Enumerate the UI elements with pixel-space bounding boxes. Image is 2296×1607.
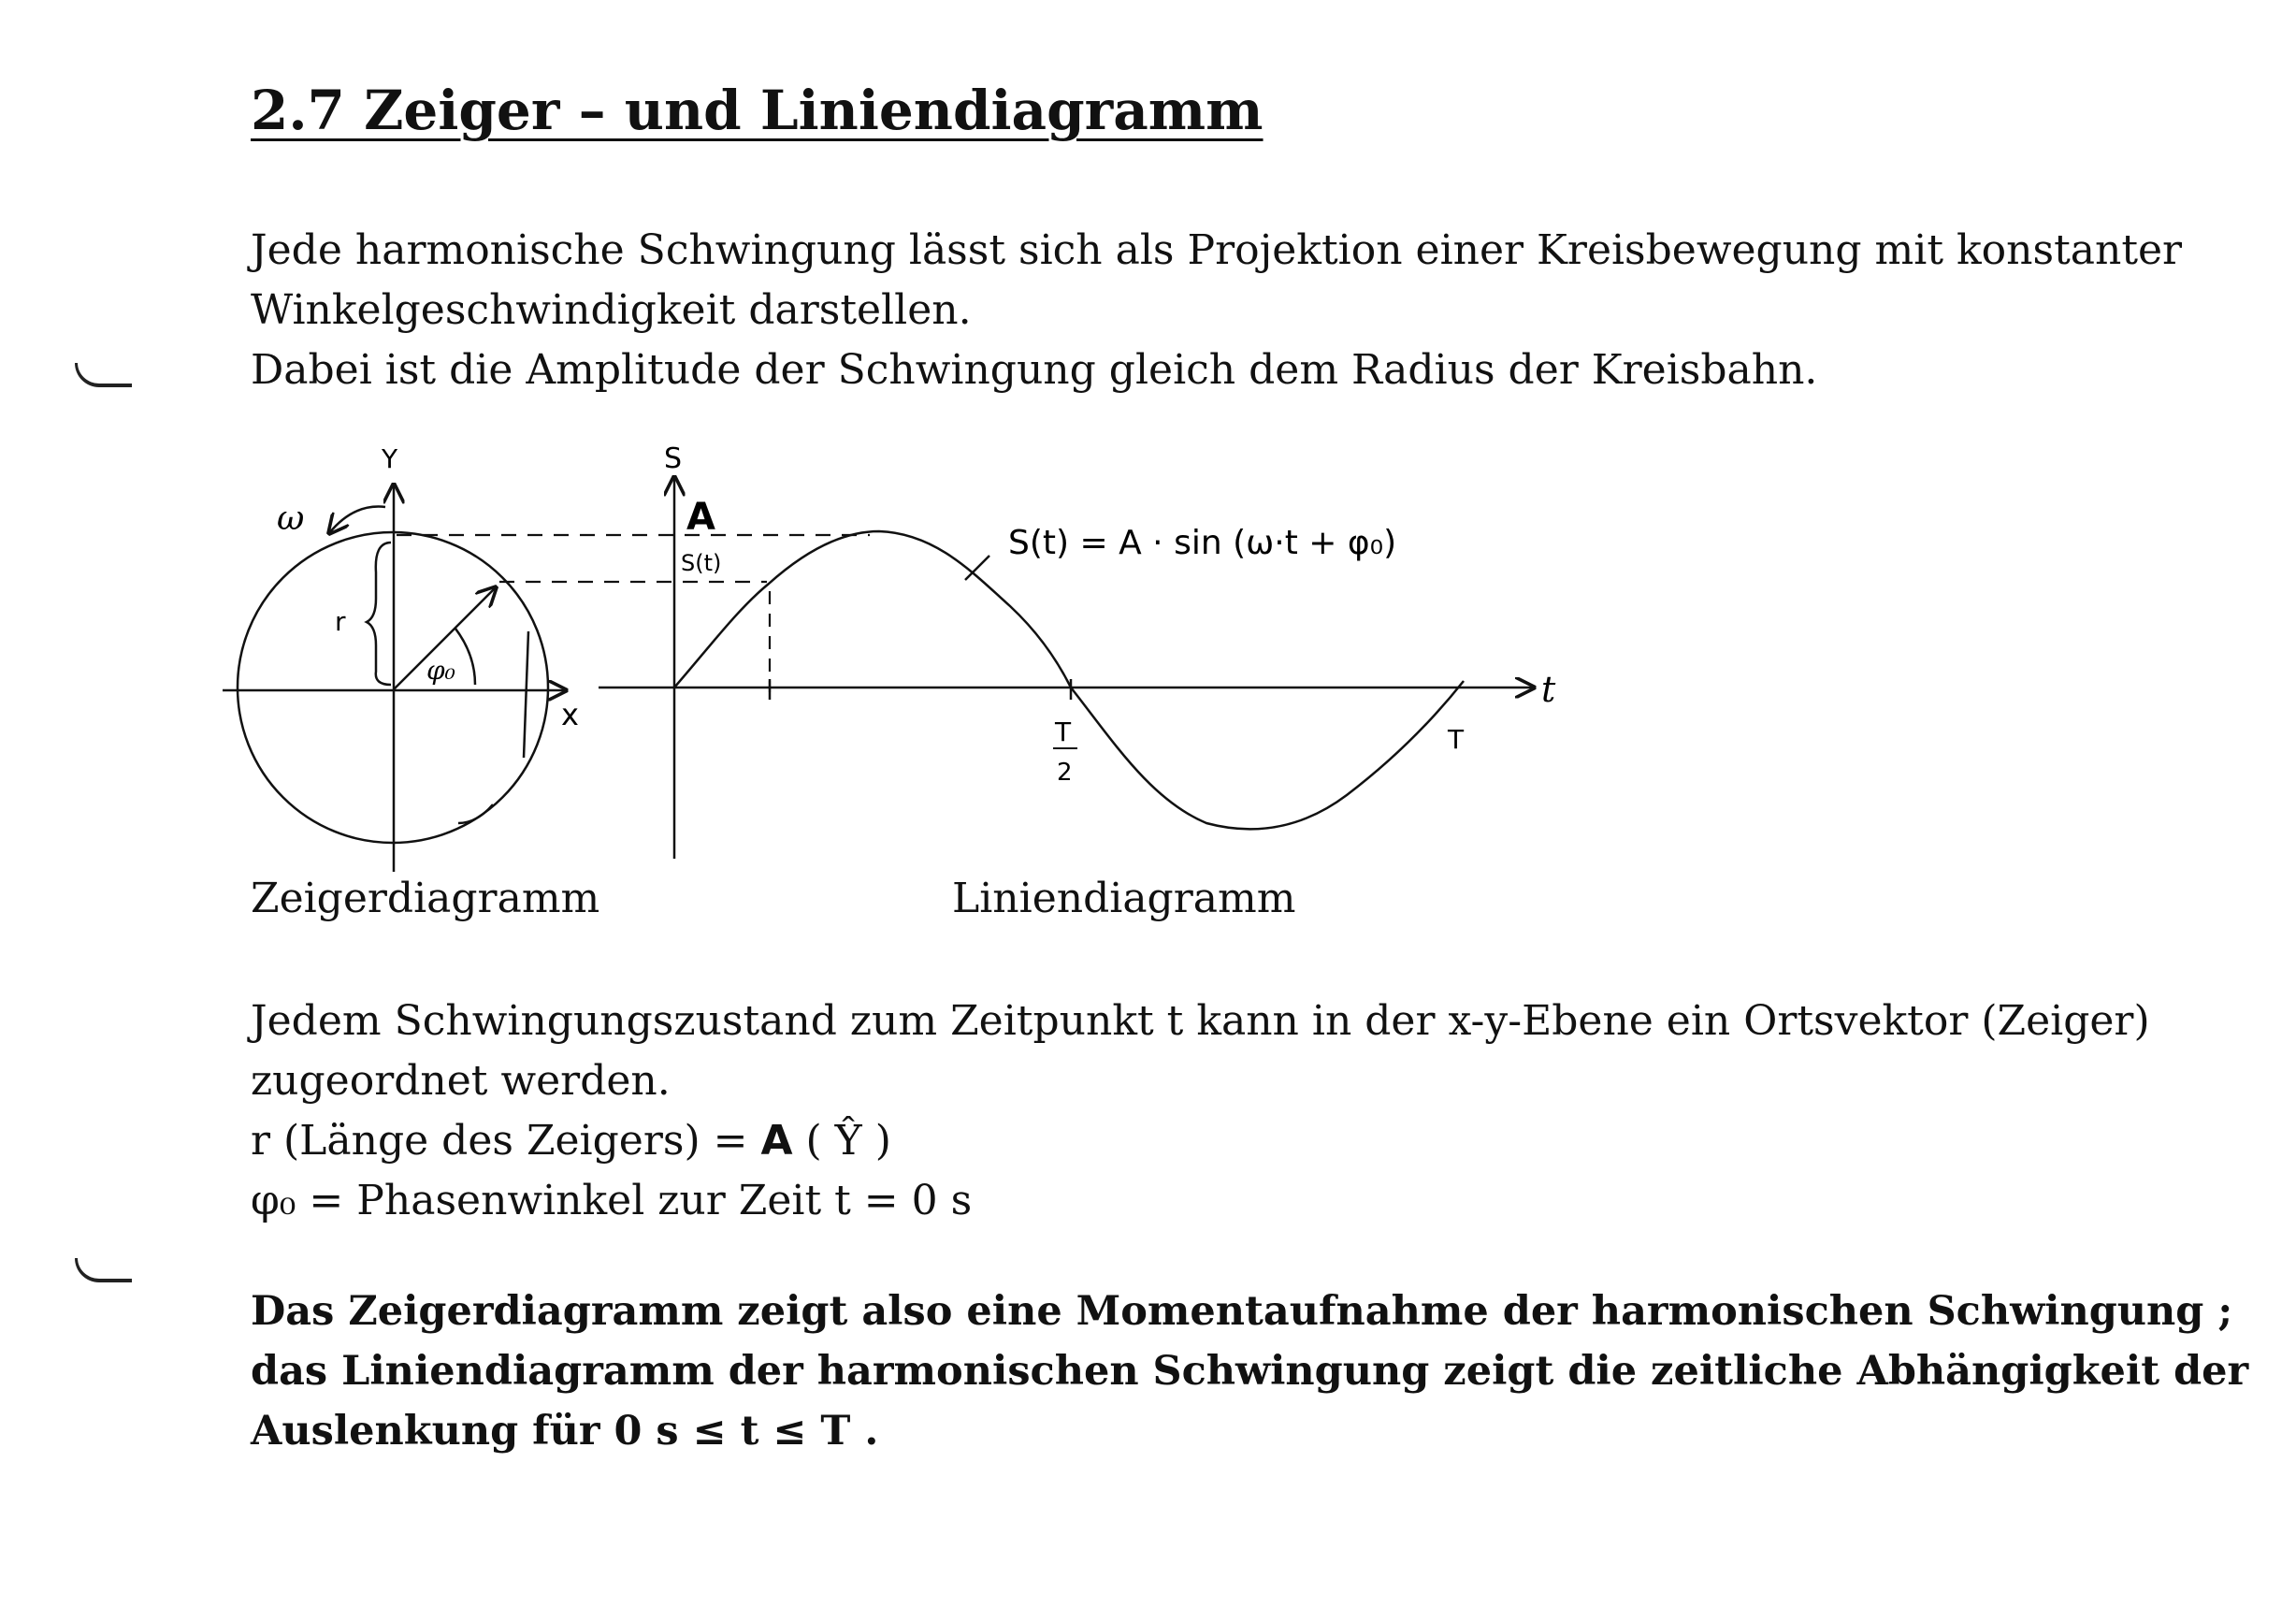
summary-paragraph	[251, 1281, 2248, 1461]
radius-definition-suffix: ( Ŷ )	[792, 1117, 891, 1165]
explanation-line-3	[251, 1111, 2150, 1171]
angle-label: φ₀	[426, 655, 455, 686]
radius-definition-value: A	[760, 1117, 793, 1165]
rotation-tick-lower	[458, 804, 493, 823]
explanation-paragraph	[251, 992, 2150, 1231]
explanation-line-4: φ₀ = Phasenwinkel zur Zeit t = 0 s	[251, 1177, 973, 1224]
intro-line-1: Jede harmonische Schwingung lässt sich als Projektion einer Kreisbewegung mit konstanter	[251, 226, 2183, 274]
intro-line-2: Winkelgeschwindigkeit darstellen.	[251, 286, 972, 334]
omega-label: ω	[277, 499, 305, 538]
intro-line-3: Dabei ist die Amplitude der Schwingung gleich dem Radius der Kreisbahn.	[251, 346, 1818, 394]
explanation-line-2: zugeordnet werden.	[251, 1057, 671, 1105]
angle-arc	[455, 629, 475, 685]
phasor-diagram	[223, 485, 566, 872]
s-of-t-label: S(t)	[681, 550, 722, 576]
caption-line-diagram: Liniendiagramm	[952, 875, 1296, 922]
section-title: 2.7 Zeiger – und Liniendiagramm	[251, 79, 1264, 142]
phasor-y-label: Y	[382, 443, 398, 474]
caption-phasor-diagram: Zeigerdiagramm	[251, 875, 600, 922]
rotation-tick	[524, 631, 528, 758]
omega-arrow	[329, 507, 385, 533]
radius-label: r	[335, 606, 346, 637]
explanation-line-1: Jedem Schwingungszustand zum Zeitpunkt t kann in der x-y-Ebene ein Ortsvektor (Zeiger)	[251, 997, 2150, 1045]
half-period-denominator: 2	[1057, 759, 1073, 787]
line-s-axis-label: S	[664, 442, 683, 475]
radius-definition-prefix: r (Länge des Zeigers) =	[251, 1117, 761, 1165]
summary-line-1: Das Zeigerdiagramm zeigt also eine Momentaufnahme der harmonischen Schwingung ;	[251, 1288, 2233, 1335]
phasor-x-label: x	[561, 697, 579, 732]
radius-brace	[367, 543, 391, 685]
summary-line-2: das Liniendiagramm der harmonischen Schwingung zeigt die zeitliche Abhängigkeit der	[251, 1348, 2249, 1395]
line-t-axis-label: t	[1541, 669, 1556, 710]
amplitude-label: A	[686, 496, 715, 539]
half-period-numerator: T	[1055, 717, 1072, 747]
period-label: T	[1448, 724, 1465, 755]
sine-formula: S(t) = A · sin (ω·t + φ₀)	[1008, 524, 1397, 562]
summary-line-3: Auslenkung für 0 s ≤ t ≤ T .	[251, 1408, 879, 1455]
